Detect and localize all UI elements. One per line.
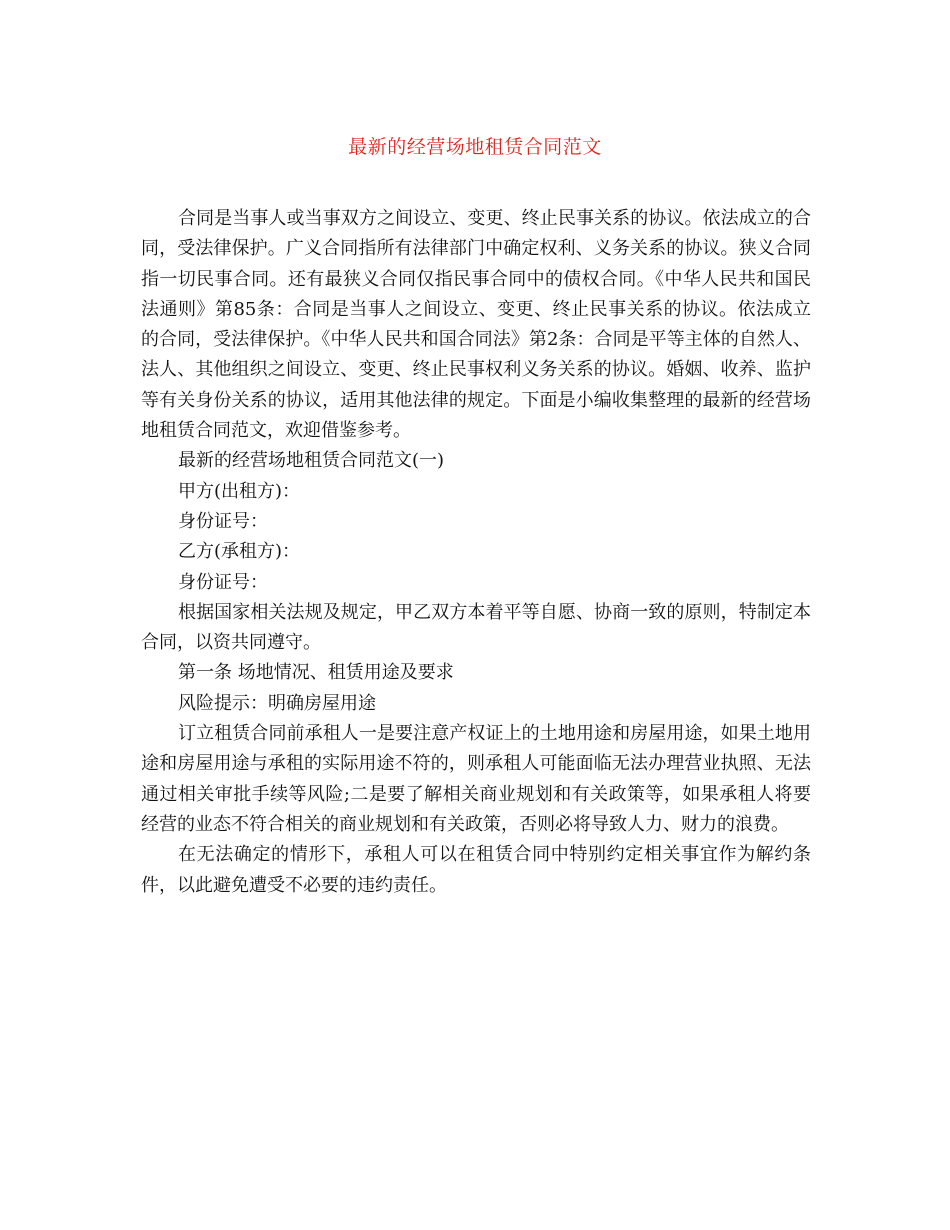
document-title: 最新的经营场地租赁合同范文 <box>348 136 602 158</box>
paragraph-preamble: 根据国家相关法规及规定，甲乙双方本着平等自愿、协商一致的原则，特制定本合同，以资共同遵守。 <box>141 601 811 654</box>
paragraph-termination-condition: 在无法确定的情形下，承租人可以在租赁合同中特别约定相关事宜作为解约条件，以此避免遭受不必要的违约责任。 <box>141 844 811 896</box>
paragraph-party-b-id: 身份证号： <box>178 571 268 593</box>
paragraph-party-a: 甲方(出租方)： <box>178 480 301 502</box>
paragraph-article-one: 第一条 场地情况、租赁用途及要求 <box>178 662 454 684</box>
paragraph-risk-detail: 订立租赁合同前承租人一是要注意产权证上的土地用途和房屋用途，如果土地用途和房屋用途与承租的实际用途不符的，则承租人可能面临无法办理营业执照、无法通过相关审批手续等风险;二是要了解相关商业规划和有关政策等，如果承租人将要经营的业态不符合相关的商业规划和有关政策，否则必将导致人力、财力的浪费。 <box>141 723 811 835</box>
paragraph-party-a-id: 身份证号： <box>178 510 268 532</box>
paragraph-risk-tip: 风险提示：明确房屋用途 <box>178 692 376 714</box>
paragraph-intro: 合同是当事人或当事双方之间设立、变更、终止民事关系的协议。依法成立的合同，受法律保护。广义合同指所有法律部门中确定权利、义务关系的协议。狭义合同指一切民事合同。还有最狭义合同仅指民事合同中的债权合同。《中华人民共和国民法通则》第85条：合同是当事人之间设立、变更、终止民事关系的协议。依法成立的合同，受法律保护。《中华人民共和国合同法》第2条：合同是平等主体的自然人、法人、其他组织之间设立、变更、终止民事权利义务关系的协议。婚姻、收养、监护等有关身份关系的协议，适用其他法律的规定。下面是小编收集整理的最新的经营场地租赁合同范文，欢迎借鉴参考。 <box>141 208 811 442</box>
document-body <box>141 204 811 901</box>
paragraph-party-b: 乙方(承租方)： <box>178 541 301 563</box>
paragraph-section-heading: 最新的经营场地租赁合同范文(一) <box>178 450 445 472</box>
